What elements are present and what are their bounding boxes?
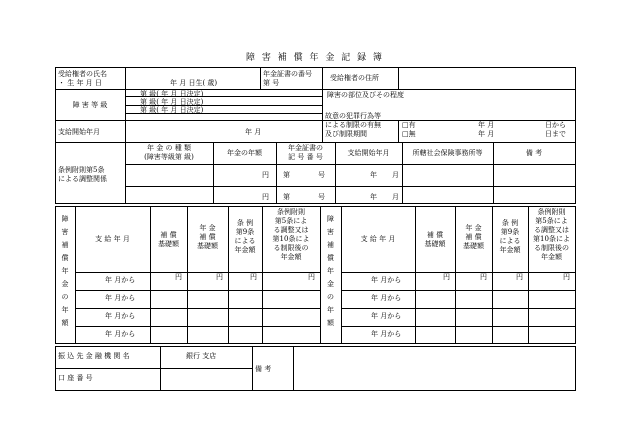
grid-line <box>55 142 56 204</box>
row-2-period-2: 年 月から <box>371 294 402 302</box>
side-label-char-2-9: 額 <box>327 319 334 327</box>
base-header-b-1: 基礎額 <box>158 240 179 248</box>
grade-row-2: 第 級( 年 月 日決定) <box>140 98 204 106</box>
yen-unit-1: 円 <box>262 171 269 179</box>
grid-line <box>125 67 126 143</box>
cert-dai-2: 第 <box>283 193 290 201</box>
side-label-char-1-4: 償 <box>61 254 69 262</box>
limit-header-5-1: る制限後の <box>273 244 309 252</box>
note-header: 備 考 <box>525 149 543 157</box>
side-label-char-2-4: 償 <box>327 254 334 262</box>
grid-line <box>55 346 56 391</box>
art9-b-2: 第9条 <box>500 228 520 236</box>
annual-base-c-1: 基礎額 <box>197 242 218 250</box>
grid-line <box>75 206 76 344</box>
adjustment-label-1: 条例附則第5条 <box>58 166 105 174</box>
yen-3-2: 円 <box>516 273 523 281</box>
grid-line <box>55 120 576 121</box>
remarks-label: 備 考 <box>255 365 272 373</box>
annual-base-a-2: 年 金 <box>465 224 482 232</box>
limit-header-6-2: 年金額 <box>541 253 562 261</box>
side-label-char-1-1: 障 <box>61 215 69 223</box>
grade-row-3: 第 級( 年 月 日決定) <box>140 106 204 114</box>
grade-row-1: 第 級( 年 月 日決定) <box>140 90 204 98</box>
row-2-period-1: 年 月から <box>105 294 136 302</box>
yen-1-2: 円 <box>443 273 450 281</box>
yen-4-1: 円 <box>308 273 315 281</box>
grid-line <box>75 290 321 291</box>
grid-line <box>415 206 416 344</box>
crime-no-checkbox: □無 <box>402 130 416 138</box>
grid-line <box>260 67 261 90</box>
limit-header-5-2: る制限後の <box>534 244 569 252</box>
annual-base-a-1: 年 金 <box>199 224 216 232</box>
grid-line <box>575 142 576 204</box>
art9-b-1: 第9条 <box>235 228 255 236</box>
grid-line <box>575 346 576 391</box>
form-title: 障 害 補 償 年 金 記 録 簿 <box>246 53 384 63</box>
grid-line <box>398 120 399 143</box>
crime-limit-label-3: 及び制限期間 <box>325 130 367 138</box>
side-label-char-2-8: 年 <box>327 306 334 314</box>
row-4-period-1: 年 月から <box>105 330 136 338</box>
yen-1-1: 円 <box>175 273 182 281</box>
start-year-2: 年 <box>370 193 377 201</box>
grid-line <box>75 308 321 309</box>
limit-header-4-1: 第10条によ <box>272 235 310 243</box>
side-label-char-2-7: の <box>327 293 334 301</box>
art9-a-1: 条 例 <box>236 219 254 227</box>
cert-header-1: 年金証書の <box>288 144 323 152</box>
birth-date-label: ・ 生 年 月 日 <box>58 79 102 87</box>
limit-header-1-2: 条例附則 <box>537 208 566 216</box>
row-3-period-2: 年 月から <box>371 312 402 320</box>
cert-number-value: 第 号 <box>263 79 280 87</box>
side-label-char-1-2: 害 <box>61 228 69 236</box>
section2-bottom <box>55 203 576 204</box>
limit-header-3-2: る調整又は <box>534 226 569 234</box>
grid-line <box>75 326 321 327</box>
art9-c-1: による <box>234 237 256 245</box>
grid-line <box>322 67 323 143</box>
cert-go-2: 号 <box>318 193 325 201</box>
base-header-b-2: 基礎額 <box>424 240 446 248</box>
section1-bottom <box>55 142 576 143</box>
grid-line <box>398 67 399 90</box>
yen-3-1: 円 <box>250 273 257 281</box>
start-month-2: 月 <box>392 193 399 201</box>
disability-grade-label: 障 害 等 級 <box>72 101 108 109</box>
yen-2-2: 円 <box>480 273 487 281</box>
payment-start-label: 支給開始年月 <box>58 128 100 136</box>
cert-dai-1: 第 <box>283 171 290 179</box>
grid-line <box>55 368 253 369</box>
period-header-2: 支 給 年 月 <box>360 235 396 243</box>
grid-line <box>341 326 576 327</box>
crime-from-label: 日から <box>545 121 566 129</box>
start-month-1: 月 <box>392 171 399 179</box>
grid-line <box>575 206 576 344</box>
side-label-char-1-7: の <box>61 293 69 301</box>
address-label: 受給権者の住所 <box>330 74 379 82</box>
annual-base-b-1: 補 償 <box>199 233 216 241</box>
annual-base-c-2: 基礎額 <box>463 242 484 250</box>
injury-description-label: 障害の部位及びその程度 <box>327 91 404 99</box>
yen-2-1: 円 <box>216 273 223 281</box>
bank-branch-text: 銀行 支店 <box>186 352 217 360</box>
insurance-office-header: 所轄社会保険事務所等 <box>412 149 483 157</box>
limit-header-2-1: 第5条によ <box>274 217 308 225</box>
grid-line <box>125 164 576 165</box>
row-1-period-1: 年 月から <box>105 276 136 284</box>
side-label-char-1-9: 額 <box>61 319 69 327</box>
yen-4-2: 円 <box>563 273 570 281</box>
crime-to-label: 日まで <box>545 130 566 138</box>
annual-base-b-2: 補 償 <box>465 233 482 241</box>
limit-header-1-1: 条例附則 <box>277 208 305 216</box>
side-label-char-1-6: 金 <box>61 280 69 288</box>
limit-header-4-2: 第10条によ <box>533 235 570 243</box>
pension-type-header-1: 年 金 の 種 類 <box>147 144 191 152</box>
base-header-a-2: 補 償 <box>426 231 444 239</box>
crime-yes-checkbox: □有 <box>402 121 416 129</box>
art9-d-2: 年金額 <box>499 246 521 254</box>
start-year-1: 年 <box>370 171 377 179</box>
art9-d-1: 年金額 <box>234 246 256 254</box>
side-label-char-2-5: 年 <box>327 267 334 275</box>
side-label-char-1-5: 年 <box>61 267 69 275</box>
section4-top <box>55 346 576 347</box>
limit-header-6-1: 年金額 <box>280 253 302 261</box>
row-4-period-2: 年 月から <box>371 330 402 338</box>
section3-top <box>55 206 576 207</box>
grid-line <box>320 206 321 344</box>
crime-to-date: 年 月 <box>478 130 495 138</box>
border-top <box>55 67 576 68</box>
recipient-name-label: 受給権者の氏名 <box>58 70 107 78</box>
payment-start-value: 年 月 <box>245 128 262 136</box>
grid-line <box>341 272 576 273</box>
side-label-char-1-3: 補 <box>61 241 69 249</box>
grid-line <box>293 346 294 391</box>
row-1-period-2: 年 月から <box>371 276 402 284</box>
crime-limit-label-2: による制限の有無 <box>325 121 381 129</box>
grid-line <box>75 272 321 273</box>
birth-date-suffix: 年 月 日生( 歳) <box>170 79 218 87</box>
cert-header-2: 記 号 番 号 <box>288 153 323 161</box>
border-right <box>575 67 576 143</box>
grid-line <box>160 346 161 391</box>
base-header-a-1: 補 償 <box>160 231 177 239</box>
grid-line <box>150 206 151 344</box>
grid-line <box>55 206 56 344</box>
side-label-char-1-8: 年 <box>61 306 69 314</box>
side-label-char-2-1: 障 <box>327 215 334 223</box>
yen-unit-2: 円 <box>262 193 269 201</box>
grid-line <box>252 346 253 391</box>
side-label-char-2-2: 害 <box>327 228 334 236</box>
account-number-label: 口 座 番 号 <box>58 374 93 382</box>
side-label-char-2-6: 金 <box>327 280 334 288</box>
section3-bottom <box>55 343 576 344</box>
adjustment-label-2: による調整関係 <box>58 175 107 183</box>
border-left <box>55 67 56 143</box>
cert-number-label: 年金証書の番号 <box>263 70 312 78</box>
art9-c-2: による <box>499 237 521 245</box>
art9-a-2: 条 例 <box>501 219 519 227</box>
cert-go-1: 号 <box>318 171 325 179</box>
grid-line <box>341 206 342 344</box>
crime-limit-label-1: 故意の犯罪行為等 <box>325 112 381 120</box>
limit-header-2-2: 第5条によ <box>535 217 568 225</box>
grid-line <box>341 308 576 309</box>
limit-header-3-1: る調整又は <box>273 226 309 234</box>
crime-from-date: 年 月 <box>478 121 495 129</box>
grid-line <box>55 89 576 90</box>
bank-name-label: 振 込 先 金 融 機 関 名 <box>58 352 130 360</box>
row-3-period-1: 年 月から <box>105 312 136 320</box>
section4-bottom <box>55 390 576 391</box>
annual-amount-header: 年金の年額 <box>227 149 262 157</box>
start-month-header: 支給開始年月 <box>347 149 390 157</box>
side-label-char-2-3: 補 <box>327 241 334 249</box>
grid-line <box>125 186 576 187</box>
grid-line <box>341 290 576 291</box>
period-header-1: 支 給 年 月 <box>95 235 130 243</box>
pension-type-header-2: (障害等級第 級) <box>144 153 194 161</box>
